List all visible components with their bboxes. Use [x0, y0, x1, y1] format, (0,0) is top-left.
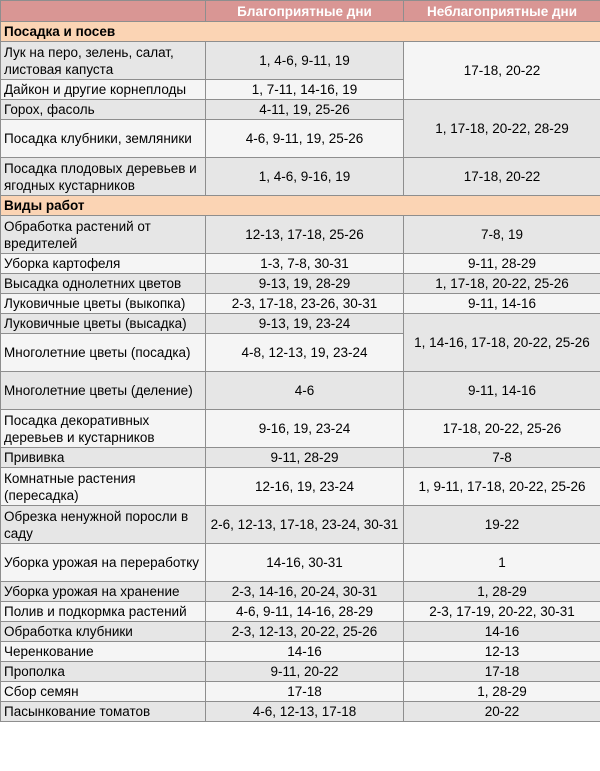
- table-row: [1, 506, 600, 544]
- table-row: [1, 274, 600, 294]
- unfavorable-days: 17-18, 20-22: [404, 42, 600, 100]
- unfavorable-days: 1, 17-18, 20-22, 25-26: [404, 274, 600, 294]
- task-label: Уборка урожая на переработку: [1, 544, 206, 582]
- table-row: [1, 100, 600, 120]
- favorable-days: 2-3, 14-16, 20-24, 30-31: [206, 582, 404, 602]
- task-label: Луковичные цветы (высадка): [1, 314, 206, 334]
- unfavorable-days: 7-8, 19: [404, 216, 600, 254]
- table-row: [1, 254, 600, 274]
- table-row: [1, 158, 600, 196]
- unfavorable-days: 9-11, 14-16: [404, 372, 600, 410]
- unfavorable-days: 17-18: [404, 662, 600, 682]
- favorable-days: 12-13, 17-18, 25-26: [206, 216, 404, 254]
- unfavorable-days: 2-3, 17-19, 20-22, 30-31: [404, 602, 600, 622]
- unfavorable-days: 1, 28-29: [404, 682, 600, 702]
- task-label: Обработка растений от вредителей: [1, 216, 206, 254]
- favorable-days: 9-11, 28-29: [206, 448, 404, 468]
- section-title-work-types: Виды работ: [1, 196, 600, 216]
- unfavorable-days: 14-16: [404, 622, 600, 642]
- task-label: Обработка клубники: [1, 622, 206, 642]
- task-label: Комнатные растения (пересадка): [1, 468, 206, 506]
- task-label: Черенкование: [1, 642, 206, 662]
- favorable-days: 9-13, 19, 23-24: [206, 314, 404, 334]
- task-label: Прополка: [1, 662, 206, 682]
- favorable-days: 1, 4-6, 9-16, 19: [206, 158, 404, 196]
- table-row: [1, 468, 600, 506]
- table-row: [1, 702, 600, 722]
- header-row: [1, 1, 600, 22]
- task-label: Лук на перо, зелень, салат, листовая капуста: [1, 42, 206, 80]
- table-row: [1, 372, 600, 410]
- header-empty-cell: [1, 1, 206, 22]
- favorable-days: 1, 7-11, 14-16, 19: [206, 80, 404, 100]
- unfavorable-days: 1, 28-29: [404, 582, 600, 602]
- task-label: Посадка плодовых деревьев и ягодных кустарников: [1, 158, 206, 196]
- table-row: [1, 622, 600, 642]
- table-row: [1, 582, 600, 602]
- favorable-days: 4-11, 19, 25-26: [206, 100, 404, 120]
- table-row: [1, 42, 600, 80]
- task-label: Многолетние цветы (посадка): [1, 334, 206, 372]
- favorable-days: 4-6: [206, 372, 404, 410]
- favorable-days: 4-8, 12-13, 19, 23-24: [206, 334, 404, 372]
- favorable-days: 14-16, 30-31: [206, 544, 404, 582]
- task-label: Посадка декоративных деревьев и кустарников: [1, 410, 206, 448]
- favorable-days: 4-6, 9-11, 14-16, 28-29: [206, 602, 404, 622]
- unfavorable-days: 17-18, 20-22: [404, 158, 600, 196]
- unfavorable-days: 20-22: [404, 702, 600, 722]
- unfavorable-days: 12-13: [404, 642, 600, 662]
- task-label: Уборка урожая на хранение: [1, 582, 206, 602]
- favorable-days: 14-16: [206, 642, 404, 662]
- task-label: Дайкон и другие корнеплоды: [1, 80, 206, 100]
- favorable-days: 12-16, 19, 23-24: [206, 468, 404, 506]
- favorable-days: 1-3, 7-8, 30-31: [206, 254, 404, 274]
- task-label: Обрезка ненужной поросли в саду: [1, 506, 206, 544]
- table-row: [1, 544, 600, 582]
- table-row: [1, 602, 600, 622]
- unfavorable-days: 1, 17-18, 20-22, 28-29: [404, 100, 600, 158]
- table-row: [1, 410, 600, 448]
- favorable-days: 4-6, 9-11, 19, 25-26: [206, 120, 404, 158]
- task-label: Высадка однолетних цветов: [1, 274, 206, 294]
- section-title-planting: Посадка и посев: [1, 22, 600, 42]
- favorable-days: 4-6, 12-13, 17-18: [206, 702, 404, 722]
- section-row: [1, 196, 600, 216]
- task-label: Многолетние цветы (деление): [1, 372, 206, 410]
- header-favorable-days: Благоприятные дни: [206, 1, 404, 22]
- table-row: [1, 662, 600, 682]
- unfavorable-days: 9-11, 28-29: [404, 254, 600, 274]
- table-row: [1, 448, 600, 468]
- unfavorable-days: 1, 9-11, 17-18, 20-22, 25-26: [404, 468, 600, 506]
- task-label: Горох, фасоль: [1, 100, 206, 120]
- table-row: [1, 642, 600, 662]
- favorable-days: 9-16, 19, 23-24: [206, 410, 404, 448]
- unfavorable-days: 7-8: [404, 448, 600, 468]
- task-label: Луковичные цветы (выкопка): [1, 294, 206, 314]
- unfavorable-days: 1: [404, 544, 600, 582]
- section-row: [1, 22, 600, 42]
- table-row: [1, 682, 600, 702]
- favorable-days: 17-18: [206, 682, 404, 702]
- task-label: Полив и подкормка растений: [1, 602, 206, 622]
- favorable-days: 9-11, 20-22: [206, 662, 404, 682]
- table-row: [1, 216, 600, 254]
- task-label: Прививка: [1, 448, 206, 468]
- table-row: [1, 294, 600, 314]
- unfavorable-days: 9-11, 14-16: [404, 294, 600, 314]
- favorable-days: 2-6, 12-13, 17-18, 23-24, 30-31: [206, 506, 404, 544]
- table-row: [1, 314, 600, 334]
- task-label: Сбор семян: [1, 682, 206, 702]
- unfavorable-days: 1, 14-16, 17-18, 20-22, 25-26: [404, 314, 600, 372]
- favorable-days: 2-3, 17-18, 23-26, 30-31: [206, 294, 404, 314]
- favorable-days: 9-13, 19, 28-29: [206, 274, 404, 294]
- header-unfavorable-days: Неблагоприятные дни: [404, 1, 600, 22]
- favorable-days: 1, 4-6, 9-11, 19: [206, 42, 404, 80]
- unfavorable-days: 17-18, 20-22, 25-26: [404, 410, 600, 448]
- task-label: Посадка клубники, земляники: [1, 120, 206, 158]
- favorable-days: 2-3, 12-13, 20-22, 25-26: [206, 622, 404, 642]
- unfavorable-days: 19-22: [404, 506, 600, 544]
- task-label: Уборка картофеля: [1, 254, 206, 274]
- task-label: Пасынкование томатов: [1, 702, 206, 722]
